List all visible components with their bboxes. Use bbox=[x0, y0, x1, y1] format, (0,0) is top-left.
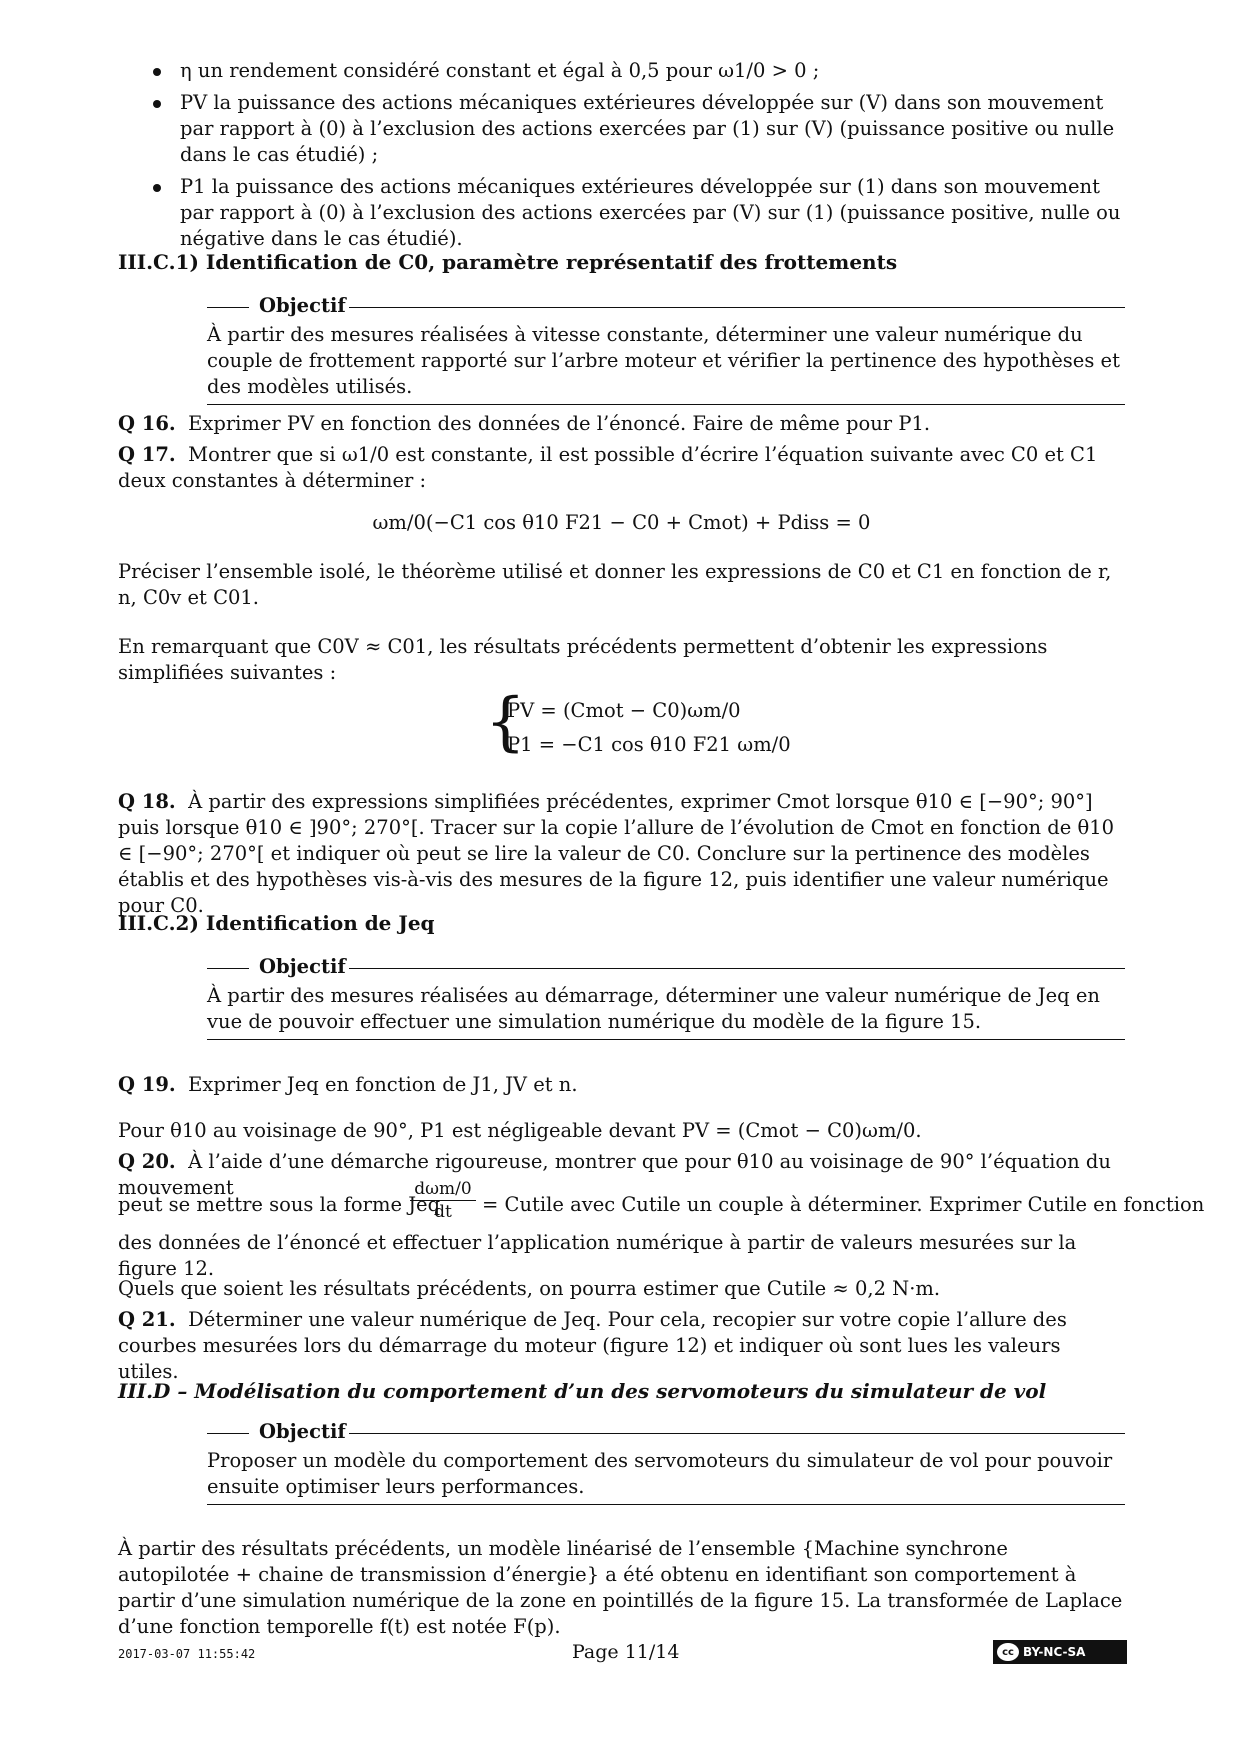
list-item: η un rendement considéré constant et égal à 0,5 pour ω1/0 > 0 ; bbox=[145, 58, 1125, 84]
question-20-line1: Q 20. À l’aide d’une démarche rigoureuse, montrer que pour θ10 au voisinage de 90° l’équation du mouvement bbox=[118, 1150, 1111, 1199]
section-title-c1: III.C.1) Identification de C0, paramètre représentatif des frottements bbox=[118, 250, 898, 274]
footer-timestamp: 2017-03-07 11:55:42 bbox=[118, 1647, 256, 1661]
equation-system: { PV = (Cmot − C0)ωm/0 P1 = −C1 cos θ10 F21 ωm/0 bbox=[485, 685, 791, 759]
objective-text: Proposer un modèle du comportement des servomoteurs du simulateur de vol pour pouvoir ensuite optimiser leurs performances. bbox=[207, 1449, 1113, 1498]
estimate-paragraph: Quels que soient les résultats précédents, on pourra estimer que Cutile ≈ 0,2 N·m. bbox=[118, 1277, 941, 1300]
objective-box-c1 bbox=[207, 296, 1125, 405]
objective-label: Objectif bbox=[259, 294, 346, 317]
question-18: Q 18. À partir des expressions simplifiées précédentes, exprimer Cmot lorsque θ10 ∈ [−90°; 90°] puis lorsque θ10 ∈ ]90°; 270°[. Tracer sur la copie l’allure de l’évolution de Cmot en fonction de θ10 ∈ [−90°; 270°[ et indiquer où peut se lire la valeur de C0. Conclure sur la pertinence des modèles établis et des hypothèses vis-à-vis des mesures de la figure 12, puis identifier une valeur numérique pour C0. bbox=[118, 790, 1115, 917]
section-title-d: III.D – Modélisation du comportement d’un des servomoteurs du simulateur de vol bbox=[118, 1379, 1047, 1403]
objective-text: À partir des mesures réalisées à vitesse constante, déterminer une valeur numérique du couple de frottement rapporté sur l’arbre moteur et vérifier la pertinence des hypothèses et des modèles utilisés. bbox=[207, 323, 1120, 398]
question-21: Q 21. Déterminer une valeur numérique de Jeq. Pour cela, recopier sur votre copie l’allure des courbes mesurées lors du démarrage du moteur (figure 12) et indiquer où sont lues les valeurs utiles. bbox=[118, 1308, 1067, 1383]
objective-box-c2 bbox=[207, 957, 1125, 1040]
question-19: Q 19. Exprimer Jeq en fonction de J1, JV et n. bbox=[118, 1073, 578, 1096]
objective-box-d bbox=[207, 1422, 1125, 1505]
list-item: PV la puissance des actions mécaniques extérieures développée sur (V) dans son mouvement par rapport à (0) à l’exclusion des actions exercées par (1) sur (V) (puissance positive ou nulle dans le cas étudié) ; bbox=[145, 90, 1125, 168]
question-17: Q 17. Montrer que si ω1/0 est constante, il est possible d’écrire l’équation suivante avec C0 et C1 deux constantes à déterminer : bbox=[118, 443, 1098, 492]
page-number: Page 11/14 bbox=[572, 1641, 680, 1663]
fraction: dωm/0 dt bbox=[410, 1178, 476, 1223]
system-equation-p1: P1 = −C1 cos θ10 F21 ωm/0 bbox=[507, 733, 791, 756]
objective-label: Objectif bbox=[259, 955, 346, 978]
system-equation-pv: PV = (Cmot − C0)ωm/0 bbox=[507, 699, 741, 722]
creative-commons-icon: cc bbox=[997, 1643, 1019, 1661]
negligible-paragraph: Pour θ10 au voisinage de 90°, P1 est négligeable devant PV = (Cmot − C0)ωm/0. bbox=[118, 1119, 922, 1142]
objective-text: À partir des mesures réalisées au démarrage, déterminer une valeur numérique de Jeq en vue de pouvoir effectuer une simulation numérique du modèle de la figure 15. bbox=[207, 984, 1100, 1033]
definition-list bbox=[145, 58, 1125, 258]
license-badge bbox=[993, 1640, 1127, 1664]
list-item: P1 la puissance des actions mécaniques extérieures développée sur (1) dans son mouvement par rapport à (0) à l’exclusion des actions exercées par (V) sur (1) (puissance positive, nulle ou négative dans le cas étudié). bbox=[145, 174, 1125, 252]
license-text: BY-NC-SA bbox=[1023, 1645, 1086, 1659]
question-17-followup: Préciser l’ensemble isolé, le théorème utilisé et donner les expressions de C0 et C1 en fonction de r, n, C0v et C01. bbox=[118, 560, 1112, 609]
equation-q17: ωm/0(−C1 cos θ10 F21 − C0 + Cmot) + Pdiss = 0 bbox=[372, 511, 871, 534]
remark-paragraph: En remarquant que C0V ≈ C01, les résultats précédents permettent d’obtenir les expressions simplifiées suivantes : bbox=[118, 635, 1048, 684]
section-title-c2: III.C.2) Identification de Jeq bbox=[118, 911, 435, 935]
question-20-line2: peut se mettre sous la forme Jeq dωm/0 dt = Cutile avec Cutile un couple à déterminer. Exprimer Cutile en fonction bbox=[118, 1179, 1205, 1222]
final-paragraph: À partir des résultats précédents, un modèle linéarisé de l’ensemble {Machine synchrone autopilotée + chaine de transmission d’énergie} a été obtenu en identifiant son comportement à partir d’une simulation numérique de la zone en pointillés de la figure 15. La transformée de Laplace d’une fonction temporelle f(t) est notée F(p). bbox=[118, 1537, 1123, 1638]
question-20-line3: des données de l’énoncé et effectuer l’application numérique à partir de valeurs mesurées sur la figure 12. bbox=[118, 1231, 1077, 1280]
objective-label: Objectif bbox=[259, 1420, 346, 1443]
question-16: Q 16. Exprimer PV en fonction des données de l’énoncé. Faire de même pour P1. bbox=[118, 412, 931, 435]
